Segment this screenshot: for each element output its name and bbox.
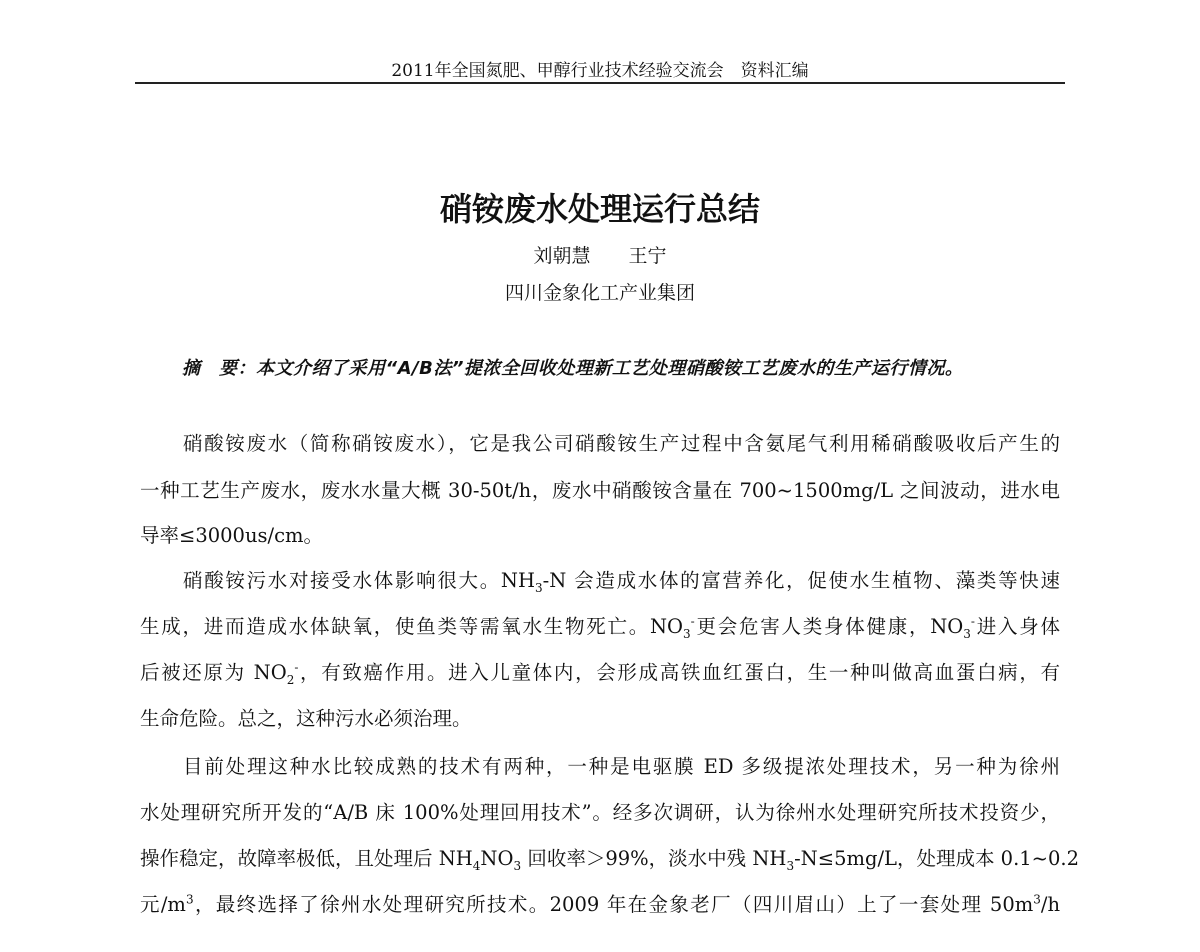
article-title: 硝铵废水处理运行总结 bbox=[439, 190, 760, 228]
abstract: 摘 要：本文介绍了采用“A/B法”提浓全回收处理新工艺处理硝酸铵工艺废水的生产运行情况。 bbox=[182, 358, 964, 379]
text-run: - bbox=[294, 660, 299, 675]
text-run: 操作稳定，故障率极低，且处理后 NH bbox=[140, 847, 473, 870]
text-run: ，最终选择了徐州水处理研究所技术。2009 年在金象老厂（四川眉山）上了一套处理 50m bbox=[193, 893, 1034, 916]
text-run: - bbox=[970, 614, 975, 629]
text-run: 硝酸铵污水对接受水体影响很大。NH bbox=[183, 569, 535, 592]
text-run: 导率≤3000us/cm。 bbox=[140, 524, 324, 547]
text-run: 3 bbox=[683, 626, 691, 641]
text-run: - bbox=[690, 614, 695, 629]
body-line bbox=[140, 614, 1060, 640]
body-line bbox=[140, 892, 1060, 918]
body-line bbox=[183, 431, 1060, 457]
body-line bbox=[140, 523, 1060, 549]
text-run: 更会危害人类身体健康，NO bbox=[694, 615, 964, 638]
text-run: 3 bbox=[513, 858, 522, 873]
text-run: ，有致癌作用。进入儿童体内，会形成高铁血红蛋白，生一种叫做高血蛋白病，有 bbox=[298, 661, 1060, 684]
text-run: 3 bbox=[1033, 892, 1041, 907]
running-header: 2011年全国氮肥、甲醇行业技术经验交流会 资料汇编 bbox=[391, 61, 809, 81]
text-run: /h bbox=[1040, 893, 1061, 916]
body-line bbox=[140, 800, 1060, 826]
text-run: 3 bbox=[963, 626, 971, 641]
text-run: 4 bbox=[472, 858, 481, 873]
text-run: -N≤5mg/L，处理成本 0.1~0.2 bbox=[794, 847, 1080, 870]
body-line bbox=[140, 660, 1060, 686]
body-line bbox=[140, 478, 1060, 504]
text-run: 3 bbox=[185, 892, 194, 907]
text-run: 硝酸铵废水（简称硝铵废水），它是我公司硝酸铵生产过程中含氨尾气利用稀硝酸吸收后产生的 bbox=[183, 432, 1060, 455]
text-run: 目前处理这种水比较成熟的技术有两种，一种是电驱膜 ED 多级提浓处理技术，另一种为徐州 bbox=[183, 755, 1060, 778]
text-run: 回收率＞99%，淡水中残 NH bbox=[521, 847, 787, 870]
text-run: 元/m bbox=[140, 893, 186, 916]
header-rule bbox=[135, 82, 1065, 84]
text-run: 进入身体 bbox=[974, 615, 1060, 638]
affiliation: 四川金象化工产业集团 bbox=[504, 282, 695, 304]
text-run: 一种工艺生产废水，废水水量大概 30-50t/h，废水中硝酸铵含量在 700~1500mg/L 之间波动，进水电 bbox=[140, 479, 1060, 502]
body-line bbox=[183, 568, 1060, 594]
text-run: 生成，进而造成水体缺氧，使鱼类等需氧水生物死亡。NO bbox=[140, 615, 684, 638]
body-line bbox=[183, 754, 1060, 780]
text-run: 3 bbox=[535, 580, 543, 595]
authors: 刘朝慧 王宁 bbox=[533, 245, 667, 267]
text-run: 2 bbox=[286, 672, 295, 687]
body-line bbox=[140, 846, 1080, 873]
text-run: 3 bbox=[786, 858, 795, 873]
text-run: -N 会造成水体的富营养化，促使水生植物、藻类等快速 bbox=[542, 569, 1060, 592]
text-run: 生命危险。总之，这种污水必须治理。 bbox=[140, 707, 472, 730]
text-run: 后被还原为 NO bbox=[140, 661, 287, 684]
text-run: 水处理研究所开发的“A/B 床 100%处理回用技术”。经多次调研，认为徐州水处理研究所技术投资少， bbox=[140, 801, 1060, 824]
body-line bbox=[140, 706, 1060, 732]
text-run: NO bbox=[480, 847, 514, 870]
